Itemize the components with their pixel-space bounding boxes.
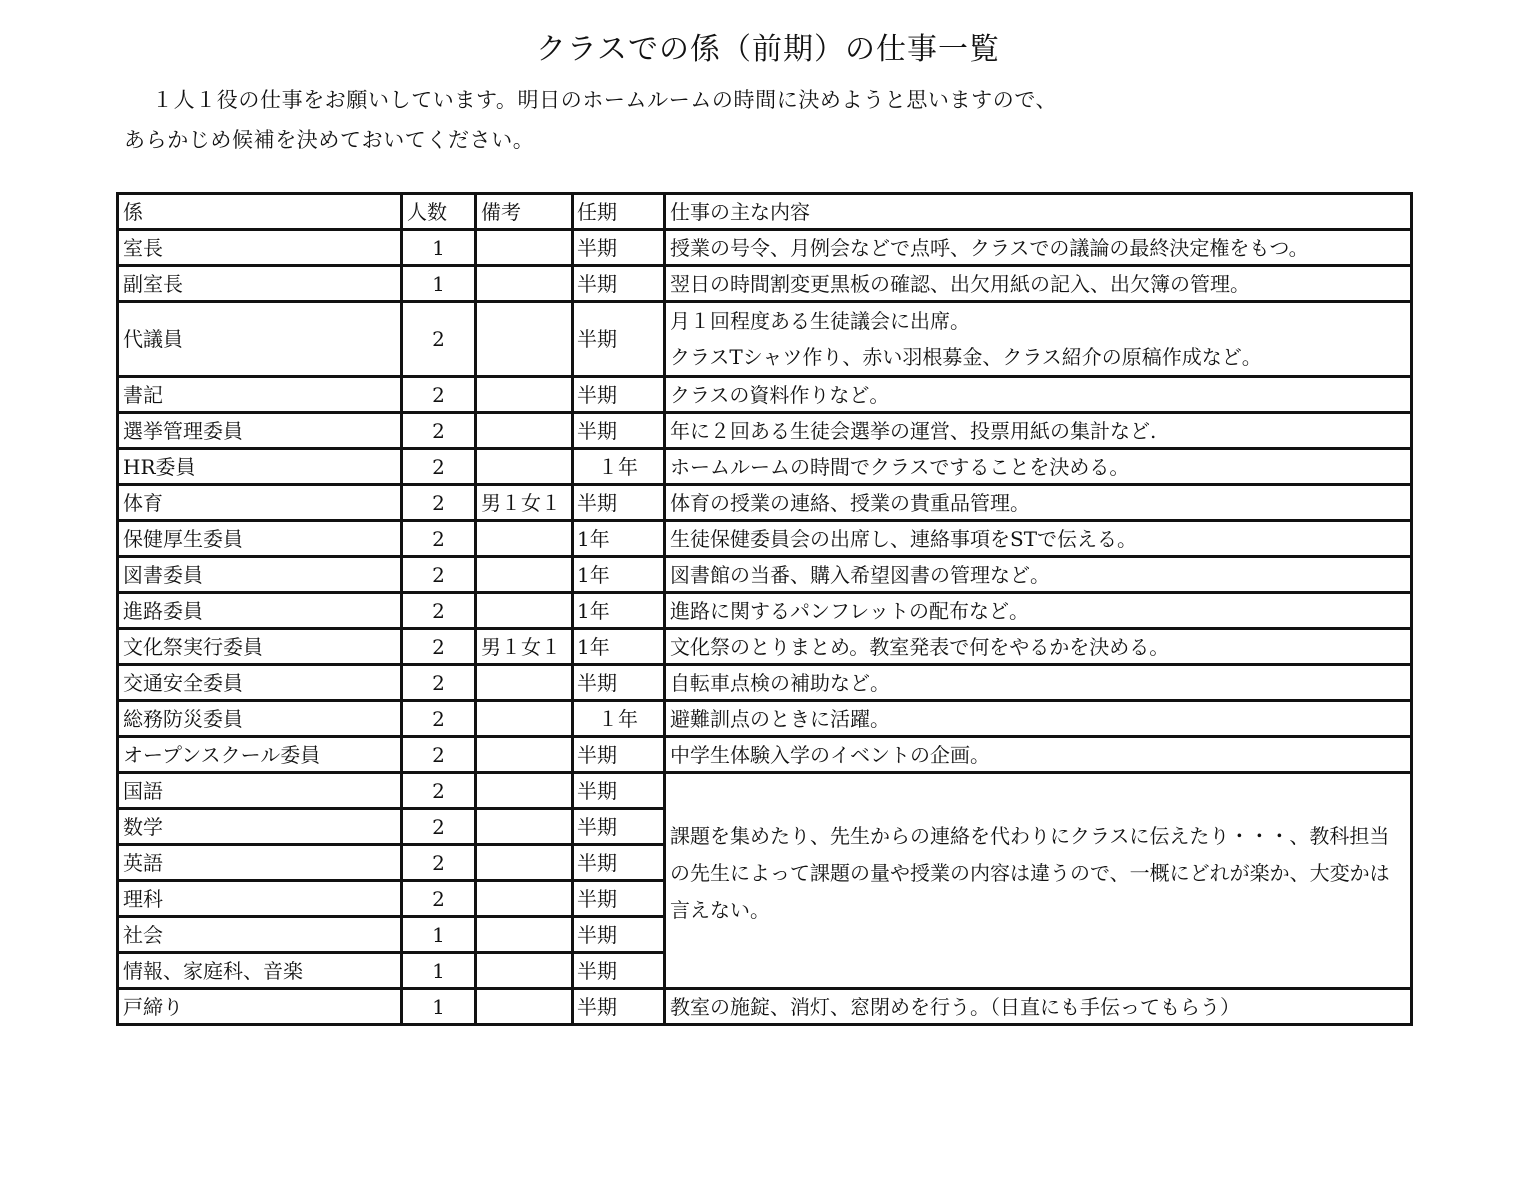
note-cell	[476, 266, 573, 302]
term-cell: 半期	[573, 917, 665, 953]
role-cell: 副室長	[118, 266, 402, 302]
note-cell	[476, 377, 573, 413]
note-cell	[476, 737, 573, 773]
note-cell	[476, 953, 573, 989]
count-cell: 2	[402, 629, 476, 665]
role-cell: 国語	[118, 773, 402, 809]
header-row	[118, 194, 1412, 230]
desc-cell: 文化祭のとりまとめ。教室発表で何をやるかを決める。	[665, 629, 1412, 665]
subject-desc-cell: 課題を集めたり、先生からの連絡を代わりにクラスに伝えたり・・・、教科担当の先生によって課題の量や授業の内容は違うので、一概にどれが楽か、大変かは言えない。	[665, 773, 1412, 989]
note-cell	[476, 302, 573, 377]
count-cell: 2	[402, 845, 476, 881]
table-row	[118, 521, 1412, 557]
term-cell: 半期	[573, 485, 665, 521]
role-cell: 戸締り	[118, 989, 402, 1025]
intro-text	[124, 80, 1057, 160]
term-cell: 半期	[573, 953, 665, 989]
note-cell	[476, 449, 573, 485]
term-cell: 半期	[573, 845, 665, 881]
desc-cell: クラスの資料作りなど。	[665, 377, 1412, 413]
count-cell: 2	[402, 665, 476, 701]
term-cell: 半期	[573, 266, 665, 302]
note-cell	[476, 989, 573, 1025]
role-cell: 室長	[118, 230, 402, 266]
role-cell: オープンスクール委員	[118, 737, 402, 773]
header-note: 備考	[476, 194, 573, 230]
note-cell	[476, 665, 573, 701]
count-cell: 1	[402, 953, 476, 989]
table-row	[118, 701, 1412, 737]
table-row	[118, 230, 1412, 266]
header-desc: 仕事の主な内容	[665, 194, 1412, 230]
term-cell: 半期	[573, 737, 665, 773]
desc-cell: 進路に関するパンフレットの配布など。	[665, 593, 1412, 629]
count-cell: 2	[402, 302, 476, 377]
role-cell: 代議員	[118, 302, 402, 377]
intro-line-1: １人１役の仕事をお願いしています。明日のホームルームの時間に決めようと思いますので、	[152, 88, 1058, 112]
desc-cell: 年に２回ある生徒会選挙の運営、投票用紙の集計など.	[665, 413, 1412, 449]
role-cell: 進路委員	[118, 593, 402, 629]
table-row	[118, 989, 1412, 1025]
count-cell: 2	[402, 557, 476, 593]
desc-cell: 中学生体験入学のイベントの企画。	[665, 737, 1412, 773]
note-cell	[476, 413, 573, 449]
desc-cell	[665, 302, 1412, 377]
count-cell: 2	[402, 809, 476, 845]
intro-line-2: あらかじめ候補を決めておいてください。	[124, 128, 535, 152]
count-cell: 1	[402, 989, 476, 1025]
term-cell: 1年	[573, 629, 665, 665]
count-cell: 2	[402, 413, 476, 449]
note-cell	[476, 593, 573, 629]
role-cell: 英語	[118, 845, 402, 881]
note-cell: 男１女１	[476, 485, 573, 521]
term-cell: 半期	[573, 989, 665, 1025]
table-row	[118, 413, 1412, 449]
note-cell	[476, 701, 573, 737]
table-row	[118, 302, 1412, 377]
count-cell: 1	[402, 230, 476, 266]
role-cell: 保健厚生委員	[118, 521, 402, 557]
role-cell: 図書委員	[118, 557, 402, 593]
role-cell: 体育	[118, 485, 402, 521]
role-cell: 社会	[118, 917, 402, 953]
count-cell: 2	[402, 485, 476, 521]
desc-cell: 授業の号令、月例会などで点呼、クラスでの議論の最終決定権をもつ。	[665, 230, 1412, 266]
table-row	[118, 485, 1412, 521]
desc-cell: 避難訓点のときに活躍。	[665, 701, 1412, 737]
desc-line-1: 月１回程度ある生徒議会に出席。	[670, 309, 970, 333]
table-row	[118, 629, 1412, 665]
table-row	[118, 773, 1412, 809]
table-row	[118, 266, 1412, 302]
header-role: 係	[118, 194, 402, 230]
page-title: クラスでの係（前期）の仕事一覧	[535, 32, 1001, 67]
note-cell	[476, 521, 573, 557]
count-cell: 1	[402, 917, 476, 953]
count-cell: 2	[402, 881, 476, 917]
term-cell: 1年	[573, 521, 665, 557]
note-cell	[476, 917, 573, 953]
duty-table	[116, 192, 1413, 1026]
desc-cell: 生徒保健委員会の出席し、連絡事項をSTで伝える。	[665, 521, 1412, 557]
table-row	[118, 449, 1412, 485]
role-cell: 総務防災委員	[118, 701, 402, 737]
term-cell: 半期	[573, 665, 665, 701]
desc-cell: 教室の施錠、消灯、窓閉めを行う。（日直にも手伝ってもらう）	[665, 989, 1412, 1025]
term-cell: 半期	[573, 377, 665, 413]
term-cell: 1年	[573, 593, 665, 629]
term-cell: 半期	[573, 809, 665, 845]
desc-cell: 図書館の当番、購入希望図書の管理など。	[665, 557, 1412, 593]
desc-cell: 体育の授業の連絡、授業の貴重品管理。	[665, 485, 1412, 521]
note-cell: 男１女１	[476, 629, 573, 665]
note-cell	[476, 557, 573, 593]
role-cell: 文化祭実行委員	[118, 629, 402, 665]
header-count: 人数	[402, 194, 476, 230]
role-cell: 理科	[118, 881, 402, 917]
table-row	[118, 665, 1412, 701]
table-row	[118, 557, 1412, 593]
desc-cell: 翌日の時間割変更黒板の確認、出欠用紙の記入、出欠簿の管理。	[665, 266, 1412, 302]
note-cell	[476, 809, 573, 845]
note-cell	[476, 230, 573, 266]
role-cell: 選挙管理委員	[118, 413, 402, 449]
role-cell: HR委員	[118, 449, 402, 485]
count-cell: 2	[402, 449, 476, 485]
desc-cell: ホームルームの時間でクラスですることを決める。	[665, 449, 1412, 485]
term-cell: 1年	[573, 557, 665, 593]
table-row	[118, 377, 1412, 413]
note-cell	[476, 845, 573, 881]
count-cell: 2	[402, 377, 476, 413]
role-cell: 書記	[118, 377, 402, 413]
header-term: 任期	[573, 194, 665, 230]
count-cell: 2	[402, 701, 476, 737]
note-cell	[476, 881, 573, 917]
table-row	[118, 593, 1412, 629]
term-cell: 半期	[573, 881, 665, 917]
count-cell: 2	[402, 737, 476, 773]
term-cell: 半期	[573, 230, 665, 266]
note-cell	[476, 773, 573, 809]
desc-cell: 自転車点検の補助など。	[665, 665, 1412, 701]
term-cell: １年	[573, 701, 665, 737]
desc-line-2: クラスTシャツ作り、赤い羽根募金、クラス紹介の原稿作成など。	[670, 345, 1262, 369]
count-cell: 2	[402, 773, 476, 809]
count-cell: 2	[402, 593, 476, 629]
role-cell: 数学	[118, 809, 402, 845]
count-cell: 2	[402, 521, 476, 557]
term-cell: 半期	[573, 413, 665, 449]
term-cell: １年	[573, 449, 665, 485]
count-cell: 1	[402, 266, 476, 302]
table-row	[118, 737, 1412, 773]
term-cell: 半期	[573, 773, 665, 809]
role-cell: 情報、家庭科、音楽	[118, 953, 402, 989]
role-cell: 交通安全委員	[118, 665, 402, 701]
term-cell: 半期	[573, 302, 665, 377]
